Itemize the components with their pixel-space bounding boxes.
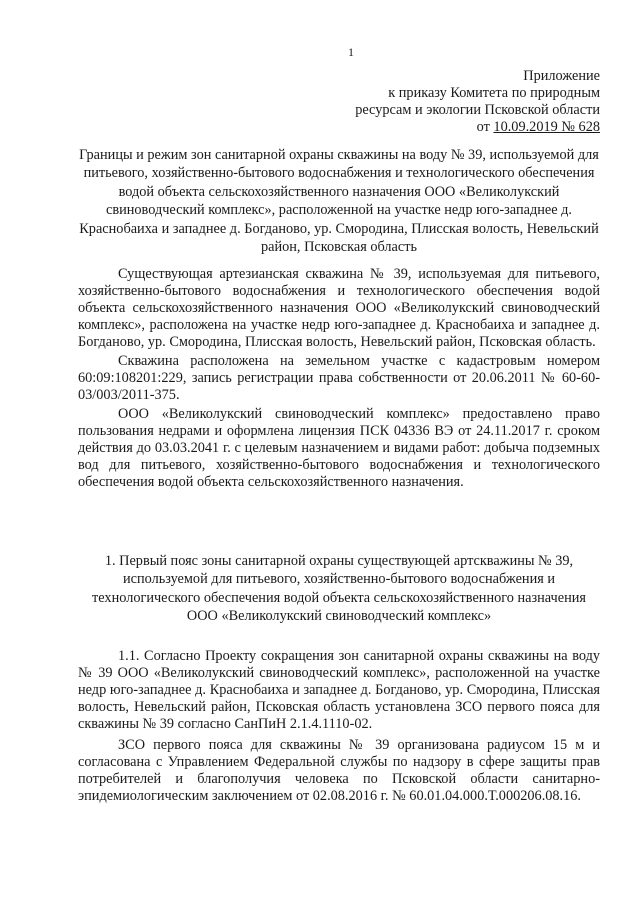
paragraph: 1.1. Согласно Проекту сокращения зон санитарной охраны скважины на воду № 39 ООО «Великолукский свиноводческий комплекс», расположенной на участке недр юго-западнее д. Краснобаиха и западнее д. Богданово, ур. Смородина, Плисская волость, Невельский район, Псковская область установлена ЗСО первого пояса для скважины № 39 согласно СанПиН 2.1.4.1110-02.	[78, 648, 600, 732]
page-number: 1	[348, 45, 354, 59]
section-body	[78, 648, 600, 805]
intro-section	[78, 266, 600, 491]
appendix-line: к приказу Комитета по природным	[388, 85, 600, 101]
appendix-header	[355, 68, 600, 136]
document-title: Границы и режим зон санитарной охраны скважины на воду № 39, используемой для питьевого, хозяйственно-бытового водоснабжения и технологического обеспечения водой объекта сельскохозяйственного назначения ООО «Великолукский свиноводческий комплекс», расположенной на участке недр юго-западнее д. Краснобаиха и западнее д. Богданово, ур. Смородина, Плисская волость, Невельский район, Псковская область	[79, 147, 599, 256]
paragraph: ООО «Великолукский свиноводческий комплекс» предоставлено право пользования недрами и оформлена лицензия ПСК 04336 ВЭ от 24.11.2017 г. сроком действия до 03.03.2041 г. с целевым назначением и видами работ: добыча подземных вод для питьевого, хозяйственно-бытового водоснабжения и технологического обеспечения водой объекта сельскохозяйственного назначения.	[78, 406, 600, 490]
appendix-date-prefix: от	[476, 119, 494, 135]
appendix-date	[355, 119, 600, 136]
appendix-line: Приложение	[523, 68, 600, 84]
appendix-line: ресурсам и экологии Псковской области	[355, 102, 600, 118]
appendix-date-value: 10.09.2019 № 628	[493, 119, 600, 135]
section-title: 1. Первый пояс зоны санитарной охраны существующей артскважины № 39, используемой для питьевого, хозяйственно-бытового водоснабжения и технологического обеспечения водой объекта сельскохозяйственного назначения ООО «Великолукский свиноводческий комплекс»	[92, 553, 586, 625]
paragraph: ЗСО первого пояса для скважины № 39 организована радиусом 15 м и согласована с Управлением Федеральной службы по надзору в сфере защиты прав потребителей и благополучия человека по Псковской области санитарно-эпидемиологическим заключением от 02.08.2016 г. № 60.01.04.000.Т.000206.08.16.	[78, 737, 600, 804]
paragraph: Скважина расположена на земельном участке с кадастровым номером 60:09:108201:229, запись регистрации права собственности от 20.06.2011 № 60-60-03/003/2011-375.	[78, 353, 600, 403]
paragraph: Существующая артезианская скважина № 39, используемая для питьевого, хозяйственно-бытового водоснабжения и технологического обеспечения водой объекта сельскохозяйственного назначения ООО «Великолукский свиноводческий комплекс», расположена на участке недр юго-западнее д. Краснобаиха и западнее д. Богданово, ур. Смородина, Плисская волость, Невельский район, Псковская область.	[78, 266, 600, 350]
